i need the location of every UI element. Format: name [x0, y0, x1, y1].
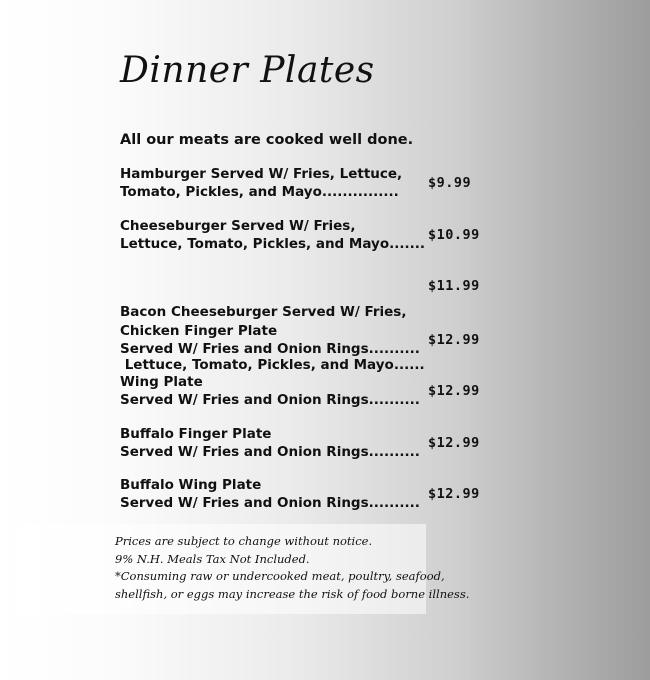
item-desc-line2: Lettuce, Tomato, Pickles, and Mayo.......	[120, 235, 426, 252]
item-description	[120, 218, 426, 253]
item-description	[120, 374, 420, 409]
item-desc-line2: Served W/ Fries and Onion Rings..........	[120, 494, 420, 511]
menu-item-hamburger	[120, 166, 490, 206]
menu-item-cheeseburger	[120, 218, 490, 258]
item-description	[120, 323, 420, 358]
note-line: *Consuming raw or undercooked meat, poultry, seafood,	[115, 569, 445, 583]
item-desc-line2: Tomato, Pickles, and Mayo...............	[120, 183, 399, 200]
item-description	[120, 426, 420, 461]
item-price: $12.99	[428, 383, 480, 399]
item-desc-line1: Bacon Cheeseburger Served W/ Fries,	[120, 304, 407, 320]
notes-text	[115, 533, 469, 603]
menu-title: Dinner Plates	[120, 50, 375, 91]
item-desc-line2: Lettuce, Tomato, Pickles, and Mayo......	[120, 356, 425, 373]
item-desc-line2: Served W/ Fries and Onion Rings..........	[120, 391, 420, 408]
item-price: $12.99	[428, 435, 480, 451]
item-desc-line1: Hamburger Served W/ Fries, Lettuce,	[120, 166, 403, 182]
menu-item-buffalo-wing-plate	[120, 477, 490, 517]
item-desc-line2: Served W/ Fries and Onion Rings..........	[120, 443, 420, 460]
menu-intro: All our meats are cooked well done.	[120, 132, 414, 148]
item-description	[120, 166, 420, 201]
item-price: $9.99	[428, 175, 472, 191]
notes-box	[18, 524, 470, 614]
item-desc-line1: Wing Plate	[120, 374, 203, 390]
menu-item-buffalo-finger-plate	[120, 426, 490, 466]
item-description	[120, 477, 420, 512]
menu-item-wing-plate	[120, 374, 490, 414]
item-price: $12.99	[428, 332, 480, 348]
item-desc-line1: Buffalo Finger Plate	[120, 426, 272, 442]
item-desc-line2: Served W/ Fries and Onion Rings..........	[120, 340, 420, 357]
note-line: shellfish, or eggs may increase the risk of food borne illness.	[115, 586, 470, 601]
menu-item-chicken-finger-plate	[120, 323, 490, 363]
item-desc-line1: Chicken Finger Plate	[120, 323, 278, 339]
item-price: $11.99	[428, 278, 480, 294]
item-desc-line1: Cheeseburger Served W/ Fries,	[120, 218, 356, 234]
note-line: Prices are subject to change without notice.	[115, 534, 373, 548]
item-desc-line1: Buffalo Wing Plate	[120, 477, 262, 493]
item-price: $12.99	[428, 486, 480, 502]
item-price: $10.99	[428, 227, 480, 243]
note-line: 9% N.H. Meals Tax Not Included.	[115, 551, 310, 566]
